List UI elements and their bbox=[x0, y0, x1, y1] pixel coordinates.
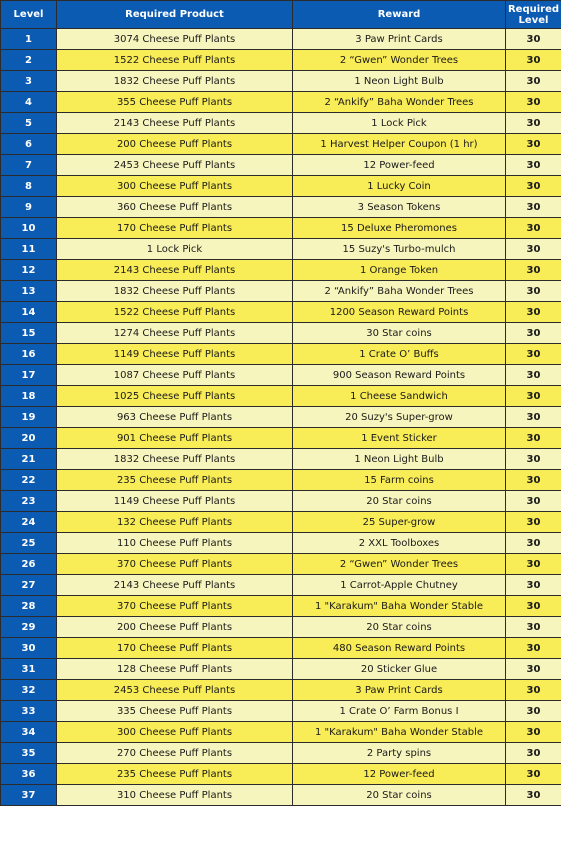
reward-cell: 1 Harvest Helper Coupon (1 hr) bbox=[293, 134, 506, 155]
level-cell: 13 bbox=[1, 281, 57, 302]
required-product-cell: 355 Cheese Puff Plants bbox=[57, 92, 293, 113]
level-cell: 5 bbox=[1, 113, 57, 134]
level-cell: 7 bbox=[1, 155, 57, 176]
required-level-cell: 30 bbox=[506, 197, 561, 218]
reward-cell: 3 Paw Print Cards bbox=[293, 680, 506, 701]
table-row bbox=[1, 386, 561, 407]
level-cell: 28 bbox=[1, 596, 57, 617]
required-product-cell: 1522 Cheese Puff Plants bbox=[57, 302, 293, 323]
required-level-cell: 30 bbox=[506, 260, 561, 281]
reward-cell: 1 "Karakum" Baha Wonder Stable bbox=[293, 722, 506, 743]
reward-cell: 1 Lucky Coin bbox=[293, 176, 506, 197]
level-cell: 31 bbox=[1, 659, 57, 680]
table-row bbox=[1, 260, 561, 281]
required-product-cell: 1274 Cheese Puff Plants bbox=[57, 323, 293, 344]
required-level-cell: 30 bbox=[506, 596, 561, 617]
level-cell: 24 bbox=[1, 512, 57, 533]
reward-cell: 2 XXL Toolboxes bbox=[293, 533, 506, 554]
required-product-cell: 235 Cheese Puff Plants bbox=[57, 764, 293, 785]
reward-cell: 20 Suzy's Super-grow bbox=[293, 407, 506, 428]
required-product-cell: 300 Cheese Puff Plants bbox=[57, 722, 293, 743]
required-level-cell: 30 bbox=[506, 176, 561, 197]
level-cell: 37 bbox=[1, 785, 57, 806]
required-product-cell: 335 Cheese Puff Plants bbox=[57, 701, 293, 722]
reward-cell: 20 Sticker Glue bbox=[293, 659, 506, 680]
required-product-cell: 2143 Cheese Puff Plants bbox=[57, 113, 293, 134]
required-product-cell: 170 Cheese Puff Plants bbox=[57, 218, 293, 239]
table-row bbox=[1, 470, 561, 491]
table-row bbox=[1, 575, 561, 596]
required-level-cell: 30 bbox=[506, 533, 561, 554]
table-row bbox=[1, 365, 561, 386]
required-product-cell: 1832 Cheese Puff Plants bbox=[57, 449, 293, 470]
level-cell: 27 bbox=[1, 575, 57, 596]
reward-cell: 12 Power-feed bbox=[293, 155, 506, 176]
level-cell: 17 bbox=[1, 365, 57, 386]
level-cell: 8 bbox=[1, 176, 57, 197]
reward-cell: 480 Season Reward Points bbox=[293, 638, 506, 659]
table-row bbox=[1, 197, 561, 218]
header-required-level-line2: Level bbox=[518, 14, 549, 26]
required-product-cell: 1087 Cheese Puff Plants bbox=[57, 365, 293, 386]
reward-cell: 1 Crate O’ Buffs bbox=[293, 344, 506, 365]
table-row bbox=[1, 29, 561, 50]
header-reward: Reward bbox=[293, 1, 506, 29]
table-row bbox=[1, 281, 561, 302]
level-cell: 29 bbox=[1, 617, 57, 638]
required-product-cell: 1522 Cheese Puff Plants bbox=[57, 50, 293, 71]
required-level-cell: 30 bbox=[506, 575, 561, 596]
required-product-cell: 128 Cheese Puff Plants bbox=[57, 659, 293, 680]
required-level-cell: 30 bbox=[506, 554, 561, 575]
required-level-cell: 30 bbox=[506, 407, 561, 428]
table-row bbox=[1, 134, 561, 155]
reward-cell: 3 Season Tokens bbox=[293, 197, 506, 218]
level-cell: 9 bbox=[1, 197, 57, 218]
required-product-cell: 310 Cheese Puff Plants bbox=[57, 785, 293, 806]
required-level-cell: 30 bbox=[506, 155, 561, 176]
required-level-cell: 30 bbox=[506, 785, 561, 806]
required-product-cell: 1832 Cheese Puff Plants bbox=[57, 281, 293, 302]
reward-cell: 1 Orange Token bbox=[293, 260, 506, 281]
required-level-cell: 30 bbox=[506, 386, 561, 407]
level-cell: 34 bbox=[1, 722, 57, 743]
reward-cell: 2 “Gwen” Wonder Trees bbox=[293, 554, 506, 575]
required-level-cell: 30 bbox=[506, 428, 561, 449]
required-product-cell: 3074 Cheese Puff Plants bbox=[57, 29, 293, 50]
required-level-cell: 30 bbox=[506, 680, 561, 701]
reward-cell: 20 Star coins bbox=[293, 785, 506, 806]
required-level-cell: 30 bbox=[506, 659, 561, 680]
level-cell: 35 bbox=[1, 743, 57, 764]
table-header bbox=[1, 1, 561, 29]
required-level-cell: 30 bbox=[506, 365, 561, 386]
table-row bbox=[1, 344, 561, 365]
header-level: Level bbox=[1, 1, 57, 29]
reward-cell: 20 Star coins bbox=[293, 491, 506, 512]
required-product-cell: 1149 Cheese Puff Plants bbox=[57, 491, 293, 512]
table-row bbox=[1, 239, 561, 260]
required-level-cell: 30 bbox=[506, 449, 561, 470]
required-product-cell: 300 Cheese Puff Plants bbox=[57, 176, 293, 197]
required-level-cell: 30 bbox=[506, 743, 561, 764]
table-row bbox=[1, 554, 561, 575]
required-product-cell: 2143 Cheese Puff Plants bbox=[57, 260, 293, 281]
header-required-level-line1: Required bbox=[507, 3, 560, 15]
required-product-cell: 200 Cheese Puff Plants bbox=[57, 134, 293, 155]
level-cell: 19 bbox=[1, 407, 57, 428]
table-row bbox=[1, 785, 561, 806]
required-product-cell: 370 Cheese Puff Plants bbox=[57, 554, 293, 575]
header-required-level bbox=[506, 1, 561, 29]
required-product-cell: 200 Cheese Puff Plants bbox=[57, 617, 293, 638]
required-level-cell: 30 bbox=[506, 29, 561, 50]
reward-cell: 900 Season Reward Points bbox=[293, 365, 506, 386]
reward-cell: 30 Star coins bbox=[293, 323, 506, 344]
table-row bbox=[1, 533, 561, 554]
required-product-cell: 1025 Cheese Puff Plants bbox=[57, 386, 293, 407]
table-row bbox=[1, 617, 561, 638]
required-product-cell: 1 Lock Pick bbox=[57, 239, 293, 260]
required-product-cell: 360 Cheese Puff Plants bbox=[57, 197, 293, 218]
required-product-cell: 132 Cheese Puff Plants bbox=[57, 512, 293, 533]
reward-cell: 25 Super-grow bbox=[293, 512, 506, 533]
required-product-cell: 110 Cheese Puff Plants bbox=[57, 533, 293, 554]
table-row bbox=[1, 71, 561, 92]
required-level-cell: 30 bbox=[506, 92, 561, 113]
reward-cell: 1 Crate O’ Farm Bonus I bbox=[293, 701, 506, 722]
level-cell: 26 bbox=[1, 554, 57, 575]
level-cell: 2 bbox=[1, 50, 57, 71]
table-row bbox=[1, 722, 561, 743]
level-cell: 21 bbox=[1, 449, 57, 470]
level-cell: 18 bbox=[1, 386, 57, 407]
level-cell: 30 bbox=[1, 638, 57, 659]
header-required-product: Required Product bbox=[57, 1, 293, 29]
reward-cell: 1 Cheese Sandwich bbox=[293, 386, 506, 407]
required-level-cell: 30 bbox=[506, 344, 561, 365]
table-row bbox=[1, 680, 561, 701]
level-cell: 3 bbox=[1, 71, 57, 92]
required-level-cell: 30 bbox=[506, 302, 561, 323]
reward-cell: 2 Party spins bbox=[293, 743, 506, 764]
table-row bbox=[1, 323, 561, 344]
level-cell: 33 bbox=[1, 701, 57, 722]
required-level-cell: 30 bbox=[506, 491, 561, 512]
level-cell: 16 bbox=[1, 344, 57, 365]
table-body bbox=[1, 29, 561, 806]
required-product-cell: 370 Cheese Puff Plants bbox=[57, 596, 293, 617]
level-cell: 6 bbox=[1, 134, 57, 155]
level-cell: 15 bbox=[1, 323, 57, 344]
level-cell: 4 bbox=[1, 92, 57, 113]
required-level-cell: 30 bbox=[506, 512, 561, 533]
level-cell: 14 bbox=[1, 302, 57, 323]
table-row bbox=[1, 428, 561, 449]
required-product-cell: 170 Cheese Puff Plants bbox=[57, 638, 293, 659]
reward-cell: 1 Event Sticker bbox=[293, 428, 506, 449]
required-level-cell: 30 bbox=[506, 134, 561, 155]
header-row bbox=[1, 1, 561, 29]
table-row bbox=[1, 155, 561, 176]
table-row bbox=[1, 701, 561, 722]
required-product-cell: 901 Cheese Puff Plants bbox=[57, 428, 293, 449]
table-row bbox=[1, 50, 561, 71]
reward-cell: 15 Deluxe Pheromones bbox=[293, 218, 506, 239]
table-row bbox=[1, 302, 561, 323]
required-level-cell: 30 bbox=[506, 764, 561, 785]
required-level-cell: 30 bbox=[506, 281, 561, 302]
required-level-cell: 30 bbox=[506, 323, 561, 344]
level-cell: 25 bbox=[1, 533, 57, 554]
level-cell: 32 bbox=[1, 680, 57, 701]
level-cell: 36 bbox=[1, 764, 57, 785]
level-cell: 11 bbox=[1, 239, 57, 260]
reward-cell: 1 "Karakum" Baha Wonder Stable bbox=[293, 596, 506, 617]
table-row bbox=[1, 764, 561, 785]
required-product-cell: 2143 Cheese Puff Plants bbox=[57, 575, 293, 596]
required-product-cell: 963 Cheese Puff Plants bbox=[57, 407, 293, 428]
required-product-cell: 270 Cheese Puff Plants bbox=[57, 743, 293, 764]
required-product-cell: 1149 Cheese Puff Plants bbox=[57, 344, 293, 365]
table-row bbox=[1, 491, 561, 512]
reward-cell: 2 “Gwen” Wonder Trees bbox=[293, 50, 506, 71]
level-cell: 20 bbox=[1, 428, 57, 449]
reward-cell: 1 Neon Light Bulb bbox=[293, 449, 506, 470]
table-row bbox=[1, 659, 561, 680]
level-cell: 1 bbox=[1, 29, 57, 50]
table-row bbox=[1, 92, 561, 113]
table-row bbox=[1, 113, 561, 134]
required-level-cell: 30 bbox=[506, 638, 561, 659]
level-cell: 22 bbox=[1, 470, 57, 491]
reward-cell: 15 Farm coins bbox=[293, 470, 506, 491]
required-level-cell: 30 bbox=[506, 50, 561, 71]
table-row bbox=[1, 176, 561, 197]
required-product-cell: 235 Cheese Puff Plants bbox=[57, 470, 293, 491]
table-row bbox=[1, 512, 561, 533]
table-row bbox=[1, 596, 561, 617]
required-level-cell: 30 bbox=[506, 470, 561, 491]
table-row bbox=[1, 449, 561, 470]
level-cell: 10 bbox=[1, 218, 57, 239]
reward-cell: 2 “Ankify” Baha Wonder Trees bbox=[293, 281, 506, 302]
table-row bbox=[1, 218, 561, 239]
reward-cell: 1200 Season Reward Points bbox=[293, 302, 506, 323]
reward-cell: 2 “Ankify” Baha Wonder Trees bbox=[293, 92, 506, 113]
reward-cell: 12 Power-feed bbox=[293, 764, 506, 785]
required-level-cell: 30 bbox=[506, 239, 561, 260]
reward-cell: 20 Star coins bbox=[293, 617, 506, 638]
required-level-cell: 30 bbox=[506, 113, 561, 134]
table-row bbox=[1, 407, 561, 428]
reward-cell: 1 Neon Light Bulb bbox=[293, 71, 506, 92]
required-product-cell: 1832 Cheese Puff Plants bbox=[57, 71, 293, 92]
required-level-cell: 30 bbox=[506, 701, 561, 722]
table-row bbox=[1, 743, 561, 764]
required-product-cell: 2453 Cheese Puff Plants bbox=[57, 155, 293, 176]
level-cell: 12 bbox=[1, 260, 57, 281]
reward-cell: 1 Carrot-Apple Chutney bbox=[293, 575, 506, 596]
level-cell: 23 bbox=[1, 491, 57, 512]
required-level-cell: 30 bbox=[506, 617, 561, 638]
table-row bbox=[1, 638, 561, 659]
required-level-cell: 30 bbox=[506, 722, 561, 743]
reward-cell: 3 Paw Print Cards bbox=[293, 29, 506, 50]
required-product-cell: 2453 Cheese Puff Plants bbox=[57, 680, 293, 701]
reward-cell: 15 Suzy's Turbo-mulch bbox=[293, 239, 506, 260]
required-level-cell: 30 bbox=[506, 71, 561, 92]
required-level-cell: 30 bbox=[506, 218, 561, 239]
reward-cell: 1 Lock Pick bbox=[293, 113, 506, 134]
